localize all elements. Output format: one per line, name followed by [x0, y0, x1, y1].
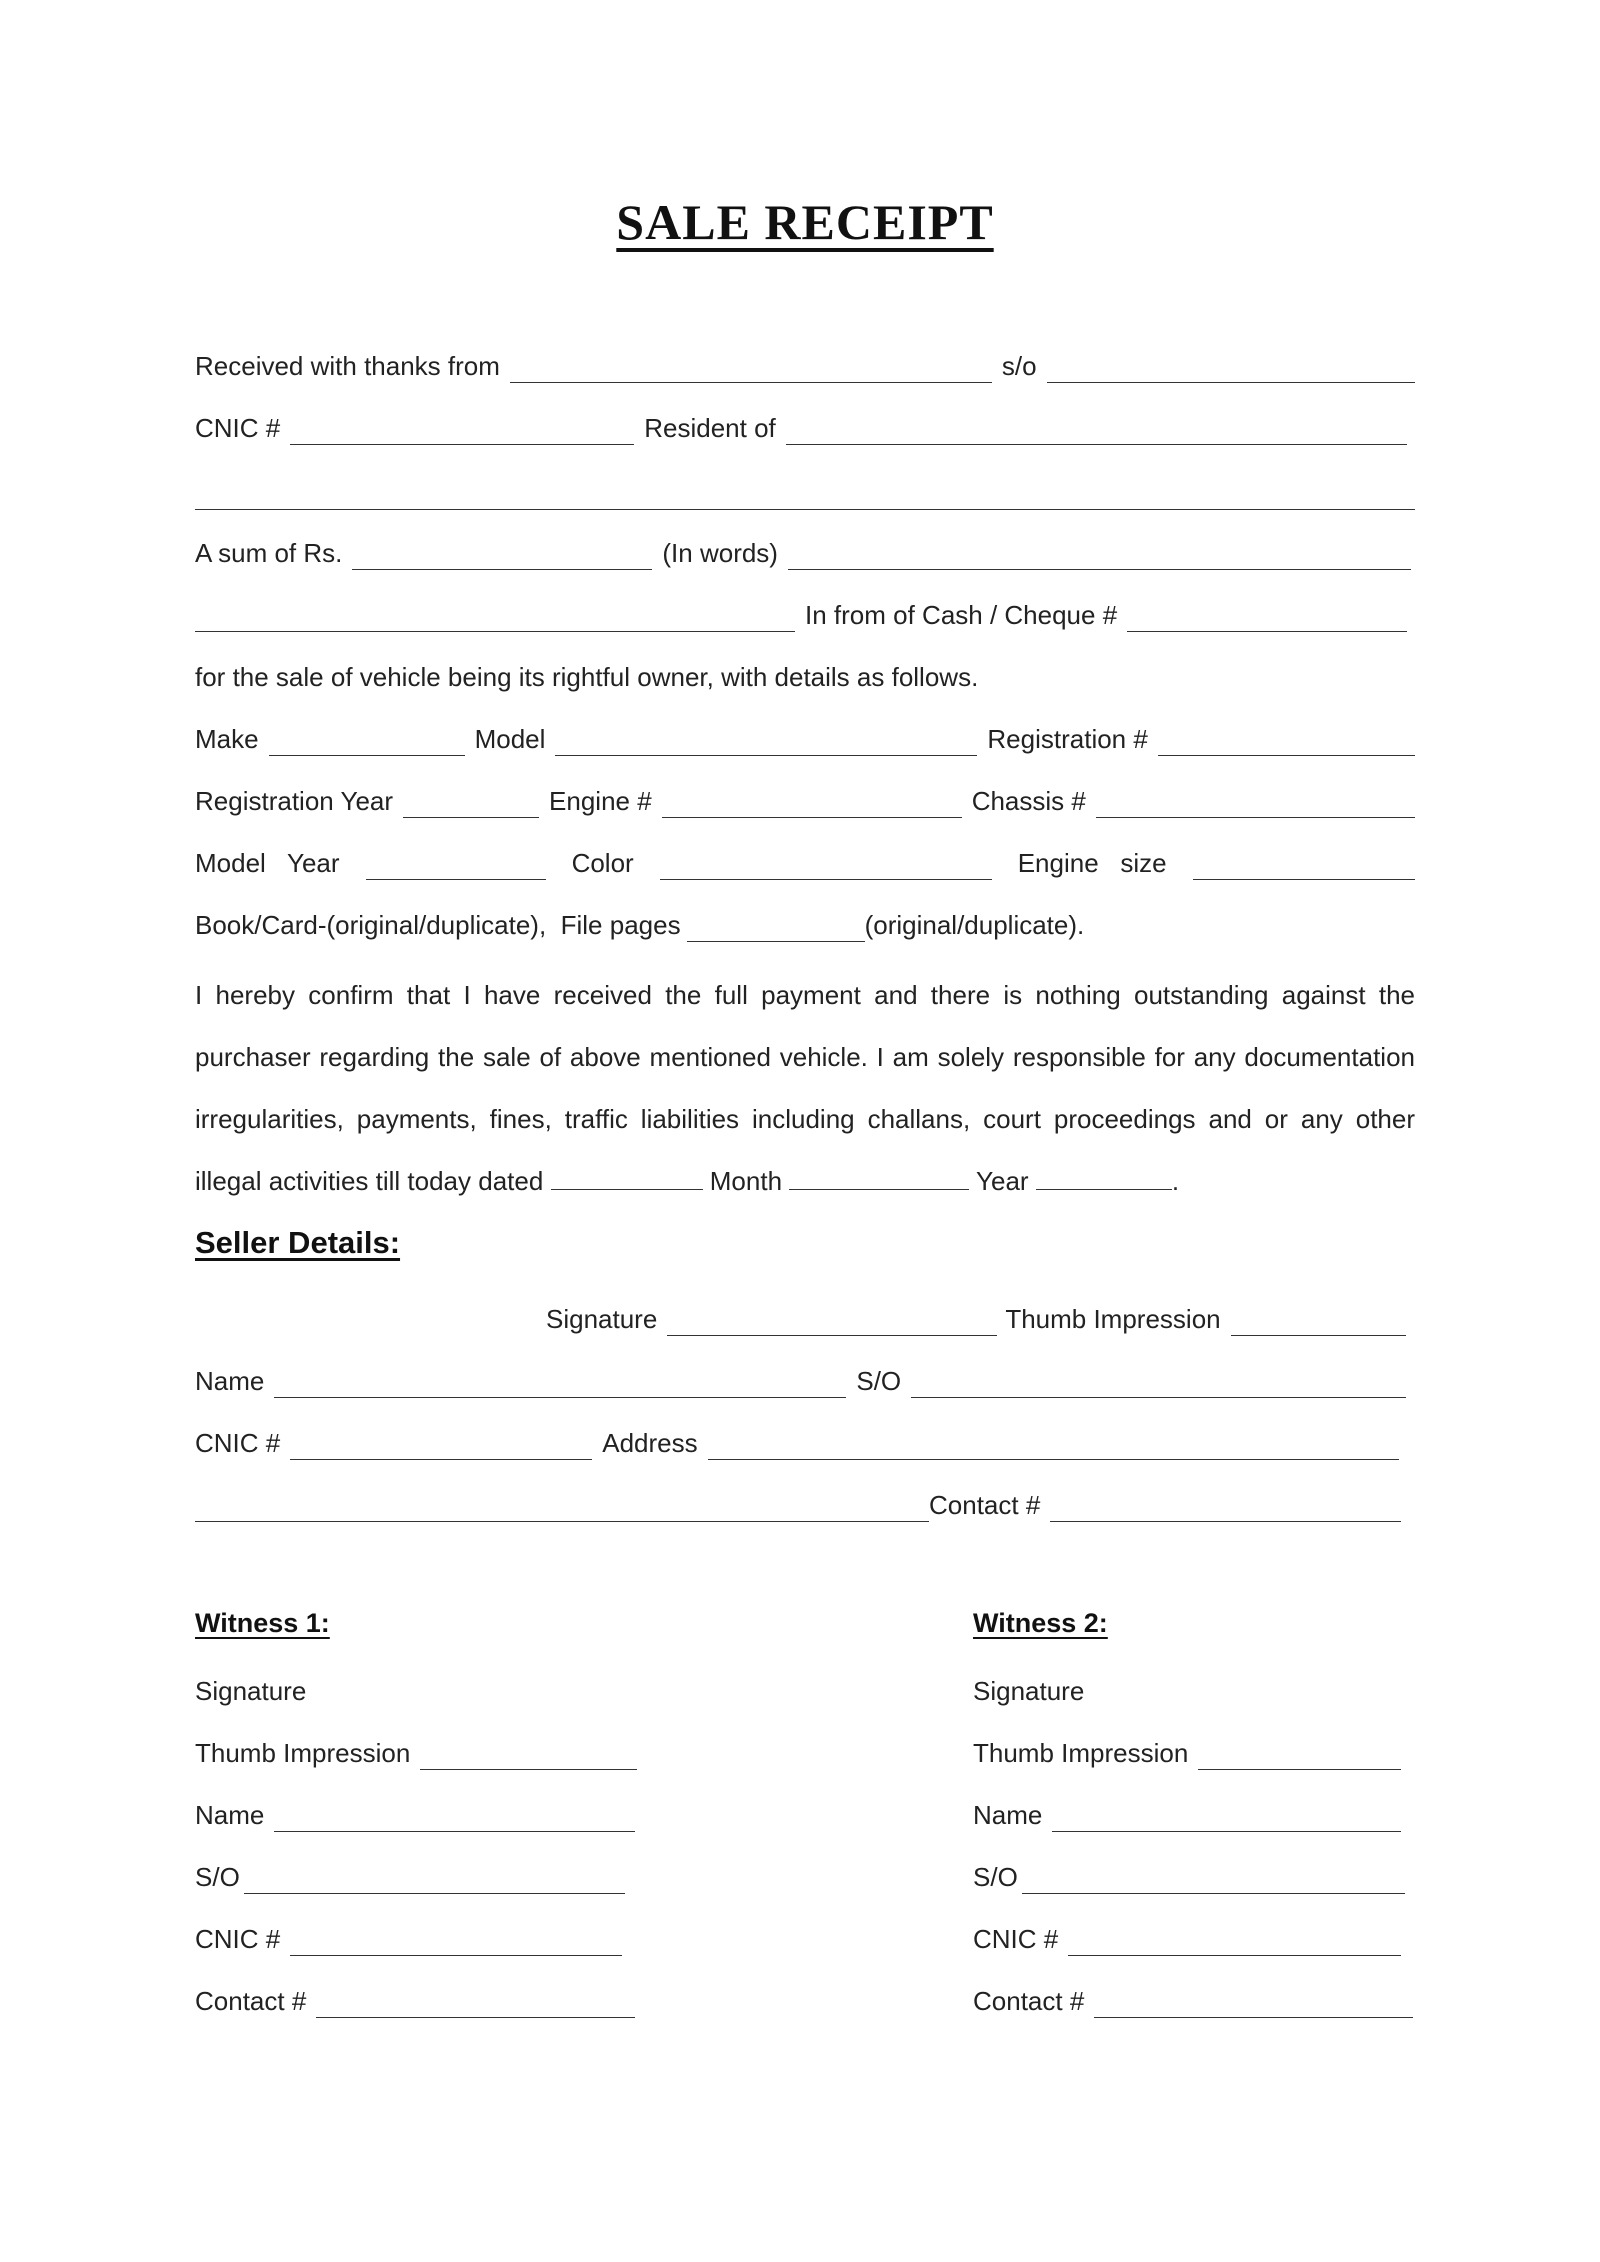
registration-number-label: Registration # [987, 724, 1148, 754]
declaration-paragraph [195, 964, 1415, 1212]
buyer-line [195, 343, 1415, 383]
model-field[interactable] [555, 725, 977, 756]
witness-2-name-field[interactable] [1052, 1801, 1401, 1832]
witness-1-cnic-label: CNIC # [195, 1924, 281, 1954]
model-year-field[interactable] [366, 849, 546, 880]
witness-2-signature-line [973, 1668, 1433, 1708]
sum-amount-field[interactable] [352, 539, 652, 570]
witness-1-signature-line [195, 1668, 655, 1708]
registration-number-field[interactable] [1158, 725, 1415, 756]
date-year-field[interactable] [1036, 1167, 1172, 1190]
model-year-label: Model Year [195, 848, 340, 878]
month-label: Month [709, 1166, 783, 1196]
book-card-label: Book/Card-(original/duplicate), File pages [195, 910, 681, 940]
witness-2-contact-field[interactable] [1094, 1987, 1413, 2018]
year-label: Year [976, 1166, 1029, 1196]
witness-2-cnic-field[interactable] [1068, 1925, 1401, 1956]
engine-size-field[interactable] [1193, 849, 1415, 880]
witness-2-cnic-line [973, 1916, 1401, 1956]
seller-signature-line [546, 1296, 1406, 1336]
make-field[interactable] [269, 725, 465, 756]
witness-1-thumb-line [195, 1730, 637, 1770]
make-model-line [195, 716, 1415, 756]
sale-statement-line [195, 654, 1415, 694]
color-label: Color [571, 848, 634, 878]
engine-number-field[interactable] [662, 787, 962, 818]
witness-1-son-of-label: S/O [195, 1862, 240, 1892]
witness-2-name-line [973, 1792, 1401, 1832]
declaration-text: I hereby confirm that I have received the full payment and there is nothing outstanding against the purchaser regarding the sale of above mentioned vehicle. I am solely responsible for any documentation irregularities, payments, fines, traffic liabilities including challans, court proceedings and or any other illegal activities till today dated [195, 980, 1415, 1196]
engine-number-label: Engine # [549, 786, 652, 816]
seller-signature-label: Signature [546, 1304, 658, 1334]
witness-1-signature-label: Signature [195, 1676, 307, 1706]
witness-2-name-label: Name [973, 1800, 1043, 1830]
seller-thumb-label: Thumb Impression [1005, 1304, 1221, 1334]
registration-year-label: Registration Year [195, 786, 394, 816]
witness-1-contact-field[interactable] [316, 1987, 635, 2018]
seller-address-label: Address [602, 1428, 698, 1458]
witness-2-thumb-field[interactable] [1198, 1739, 1401, 1770]
seller-name-label: Name [195, 1366, 265, 1396]
chassis-number-field[interactable] [1096, 787, 1415, 818]
witness-1-heading: Witness 1: [195, 1608, 330, 1638]
buyer-father-name-field[interactable] [1047, 352, 1415, 383]
date-day-field[interactable] [551, 1167, 703, 1190]
model-label: Model [474, 724, 546, 754]
make-label: Make [195, 724, 259, 754]
witness-1-name-line [195, 1792, 635, 1832]
in-words-label: (In words) [662, 538, 778, 568]
witness-1-father-name-field[interactable] [244, 1863, 625, 1894]
cheque-number-field[interactable] [1127, 601, 1407, 632]
witness-1-cnic-field[interactable] [290, 1925, 622, 1956]
page-title: SALE RECEIPT [616, 194, 994, 250]
resident-of-field[interactable] [786, 414, 1407, 445]
witness-2-cnic-label: CNIC # [973, 1924, 1059, 1954]
witness-2-contact-line [973, 1978, 1413, 2018]
witness-1-name-label: Name [195, 1800, 265, 1830]
witness-1-name-field[interactable] [274, 1801, 635, 1832]
son-of-label: s/o [1001, 351, 1037, 381]
seller-contact-field[interactable] [1050, 1491, 1401, 1522]
witness-2-son-of-label: S/O [973, 1862, 1018, 1892]
witness-1-contact-label: Contact # [195, 1986, 307, 2016]
chassis-number-label: Chassis # [971, 786, 1086, 816]
seller-cnic-line [195, 1420, 1399, 1460]
witness-2-thumb-line [973, 1730, 1401, 1770]
seller-details-heading: Seller Details: [195, 1225, 401, 1260]
sale-statement: for the sale of vehicle being its rightful owner, with details as follows. [195, 662, 979, 692]
cash-cheque-label: In from of Cash / Cheque # [805, 600, 1118, 630]
seller-cnic-label: CNIC # [195, 1428, 281, 1458]
witness-1-thumb-field[interactable] [420, 1739, 637, 1770]
color-field[interactable] [660, 849, 992, 880]
payment-form-line [195, 592, 1415, 632]
seller-address-continuation-field[interactable] [195, 1491, 929, 1522]
sum-line [195, 530, 1415, 570]
seller-cnic-field[interactable] [290, 1429, 592, 1460]
witness-2-contact-label: Contact # [973, 1986, 1085, 2016]
address-continuation-line [195, 470, 1415, 510]
original-duplicate-label: (original/duplicate). [864, 910, 1085, 940]
cnic-label: CNIC # [195, 413, 281, 443]
witness-1-cnic-line [195, 1916, 622, 1956]
date-month-field[interactable] [789, 1167, 969, 1190]
seller-thumb-field[interactable] [1231, 1305, 1406, 1336]
declaration-end: . [1171, 1166, 1180, 1196]
engine-size-label: Engine size [1017, 848, 1167, 878]
seller-address-field[interactable] [708, 1429, 1399, 1460]
registration-engine-line [195, 778, 1415, 818]
buyer-name-field[interactable] [510, 352, 992, 383]
seller-signature-field[interactable] [667, 1305, 997, 1336]
witness-2-son-of-line [973, 1854, 1405, 1894]
witness-2-thumb-label: Thumb Impression [973, 1738, 1189, 1768]
witness-1-thumb-label: Thumb Impression [195, 1738, 411, 1768]
seller-name-field[interactable] [274, 1367, 846, 1398]
sum-in-words-continuation-field[interactable] [195, 601, 795, 632]
witness-1-contact-line [195, 1978, 635, 2018]
seller-contact-label: Contact # [929, 1490, 1041, 1520]
witness-2-heading: Witness 2: [973, 1608, 1108, 1638]
witness-1-son-of-line [195, 1854, 625, 1894]
cnic-resident-line [195, 405, 1415, 445]
witness-2-father-name-field[interactable] [1022, 1863, 1405, 1894]
registration-year-field[interactable] [403, 787, 539, 818]
buyer-cnic-field[interactable] [290, 414, 634, 445]
seller-name-line [195, 1358, 1406, 1398]
file-pages-field[interactable] [687, 911, 865, 942]
seller-contact-line [195, 1482, 1401, 1522]
address-continuation-field[interactable] [195, 479, 1415, 510]
witness-2-signature-label: Signature [973, 1676, 1085, 1706]
sum-label: A sum of Rs. [195, 538, 343, 568]
received-from-label: Received with thanks from [195, 351, 500, 381]
seller-son-of-label: S/O [856, 1366, 902, 1396]
book-card-line [195, 902, 1415, 942]
resident-of-label: Resident of [644, 413, 776, 443]
sum-in-words-field[interactable] [788, 539, 1411, 570]
model-year-line [195, 840, 1415, 880]
seller-father-name-field[interactable] [911, 1367, 1406, 1398]
